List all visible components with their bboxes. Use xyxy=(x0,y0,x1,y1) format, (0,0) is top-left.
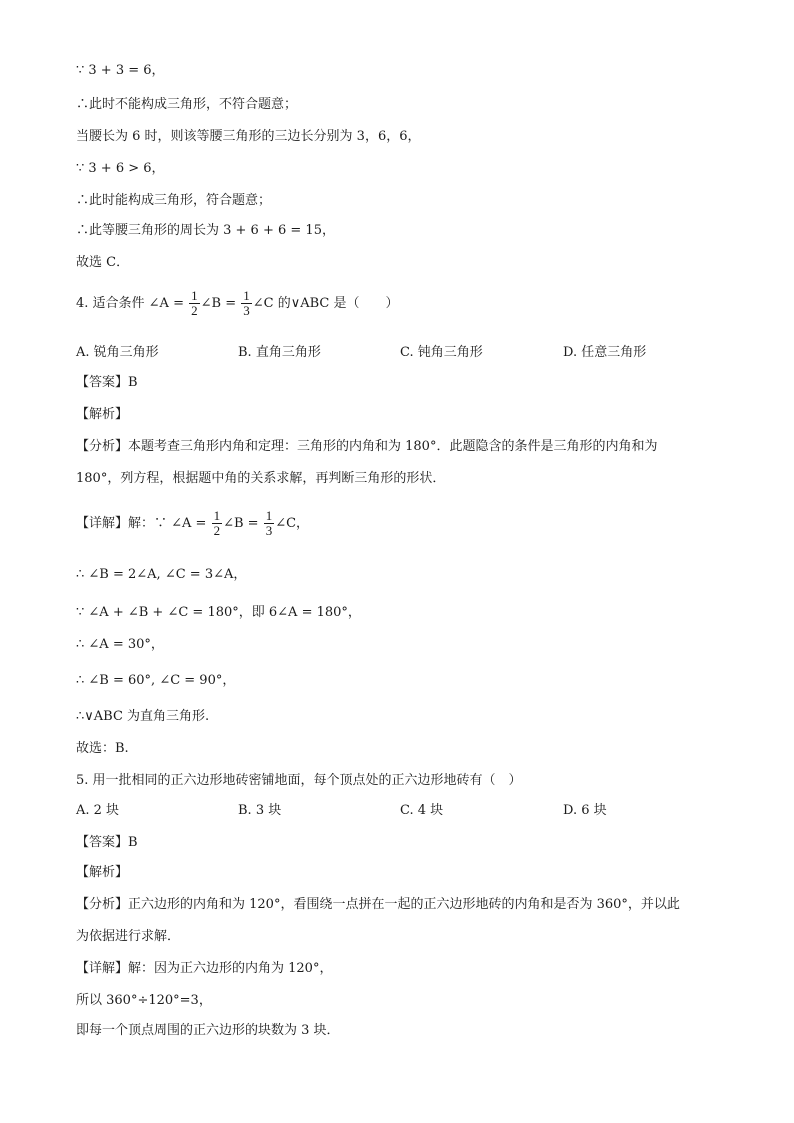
q5-analysis-label: 【解析】 xyxy=(76,865,129,880)
q4-prefix: 4. 适合条件 ∠A = xyxy=(76,296,189,311)
fraction-denominator: 3 xyxy=(243,303,250,318)
q4-conclusion: 故选：B. xyxy=(76,741,129,756)
fraction-numerator: 1 xyxy=(243,288,250,303)
q4-analysis-label: 【解析】 xyxy=(76,407,129,422)
fraction-half xyxy=(212,509,223,538)
q4-option-a: A. 锐角三角形 xyxy=(76,345,159,360)
solution-line: 故选 C． xyxy=(76,255,130,270)
q4-option-d: D. 任意三角形 xyxy=(563,345,647,360)
q4-option-c: C. 钝角三角形 xyxy=(400,345,483,360)
solution-line: ∴此时能构成三角形，符合题意； xyxy=(76,193,272,208)
fraction-denominator: 2 xyxy=(213,523,221,538)
fraction-numerator: 1 xyxy=(265,508,273,523)
fraction-third xyxy=(241,289,252,318)
q4-option-b: B. 直角三角形 xyxy=(238,345,321,360)
solution-line: ∵ 3 + 6 > 6， xyxy=(76,161,165,176)
q4-suffix: ∠C 的∨ABC 是（ ） xyxy=(252,296,399,311)
fraction-denominator: 3 xyxy=(265,523,273,538)
question-4 xyxy=(76,286,398,322)
fraction-numerator: 1 xyxy=(191,288,198,303)
q5-fenxi-line: 【分析】正六边形的内角和为 120°，看围绕一点拼在一起的正六边形地砖的内角和是否为 360°，并以此 xyxy=(76,897,680,912)
q5-answer: 【答案】B xyxy=(76,835,138,850)
q5-detail: 【详解】解：因为正六边形的内角为 120°， xyxy=(76,961,333,976)
q4-step: ∴ ∠A = 30°， xyxy=(76,637,164,652)
q4-fenxi-line: 【分析】本题考查三角形内角和定理：三角形的内角和为 180°．此题隐含的条件是三角形的内角和为 xyxy=(76,439,658,454)
q4-step: ∴ ∠B = 60°, ∠C = 90°， xyxy=(76,673,236,688)
q4-step: ∴∨ABC 为直角三角形. xyxy=(76,709,210,724)
solution-line: ∴此等腰三角形的周长为 3 + 6 + 6 = 15， xyxy=(76,223,335,238)
question-5: 5. 用一批相同的正六边形地砖密铺地面，每个顶点处的正六边形地砖有（ ） xyxy=(76,773,522,788)
q5-fenxi-line: 为依据进行求解． xyxy=(76,929,181,944)
q5-option-b: B. 3 块 xyxy=(238,803,282,818)
fraction-third xyxy=(264,509,275,538)
solution-line: 当腰长为 6 时，则该等腰三角形的三边长分别为 3，6，6， xyxy=(76,129,421,144)
solution-line: ∴此时不能构成三角形，不符合题意； xyxy=(76,97,298,112)
q4-fenxi-line: 180°，列方程，根据题中角的关系求解，再判断三角形的形状． xyxy=(76,471,446,486)
fraction-half xyxy=(189,289,200,318)
q4-detail-mid: ∠B = xyxy=(223,516,263,531)
q4-mid: ∠B = xyxy=(200,296,241,311)
q4-answer: 【答案】B xyxy=(76,375,138,390)
q4-detail-suffix: ∠C， xyxy=(275,516,310,531)
q4-step: ∵ ∠A + ∠B + ∠C = 180°，即 6∠A = 180°， xyxy=(76,605,361,620)
q5-option-d: D. 6 块 xyxy=(563,803,607,818)
q4-detail-prefix: 【详解】解：∵ ∠A = xyxy=(76,516,211,531)
q5-option-c: C. 4 块 xyxy=(400,803,444,818)
q5-option-a: A. 2 块 xyxy=(76,803,120,818)
fraction-numerator: 1 xyxy=(213,508,221,523)
q5-step: 所以 360°÷120°=3， xyxy=(76,993,212,1008)
fraction-denominator: 2 xyxy=(191,303,198,318)
q5-step: 即每一个顶点周围的正六边形的块数为 3 块． xyxy=(76,1023,340,1038)
q4-detail xyxy=(76,506,309,542)
q4-step: ∴ ∠B = 2∠A, ∠C = 3∠A， xyxy=(76,567,247,582)
solution-line: ∵ 3 + 3 = 6， xyxy=(76,63,165,78)
